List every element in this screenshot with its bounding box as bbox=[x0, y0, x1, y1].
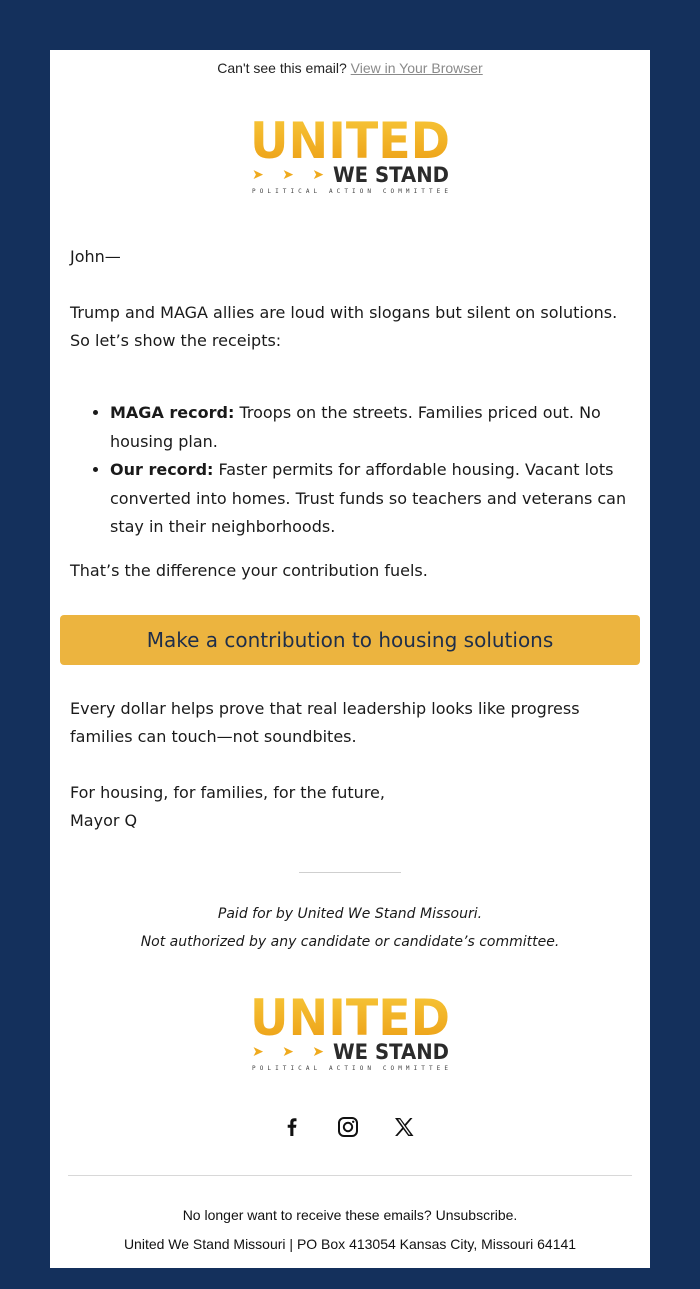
disclaimer-line-1: Paid for by United We Stand Missouri. bbox=[217, 906, 483, 922]
contribute-button[interactable]: Make a contribution to housing solutions bbox=[60, 615, 640, 665]
email-card bbox=[50, 50, 650, 1268]
united-we-stand-logo bbox=[249, 116, 451, 196]
mailing-address: United We Stand Missouri | PO Box 413054 Kansas City, Missouri 64141 bbox=[123, 1236, 577, 1252]
signature-name: Mayor Q bbox=[70, 811, 138, 830]
list-item bbox=[110, 399, 630, 456]
difference-paragraph: That’s the difference your contribution fuels. bbox=[70, 561, 428, 580]
logo-word-united: UNITED bbox=[250, 116, 450, 170]
x-icon[interactable] bbox=[389, 1112, 419, 1142]
logo-tagline: POLITICAL ACTION COMMITTEE bbox=[252, 188, 448, 195]
logo-word-united: UNITED bbox=[250, 993, 450, 1047]
signoff bbox=[70, 779, 630, 835]
greeting: John— bbox=[70, 247, 121, 266]
view-in-browser-link[interactable]: View in Your Browser bbox=[350, 60, 483, 76]
instagram-icon[interactable] bbox=[333, 1112, 363, 1142]
records-list bbox=[70, 399, 630, 542]
disclaimer-line-2: Not authorized by any candidate or candidate’s committee. bbox=[140, 934, 560, 950]
unsubscribe-link[interactable]: Unsubscribe. bbox=[435, 1207, 518, 1223]
preheader bbox=[50, 60, 650, 76]
every-dollar-paragraph: Every dollar helps prove that real leadership looks like progress families can touch—not soundbites. bbox=[70, 699, 580, 746]
divider bbox=[299, 872, 401, 873]
united-we-stand-logo-footer bbox=[249, 993, 451, 1073]
facebook-icon[interactable] bbox=[277, 1112, 307, 1142]
bullet-label: MAGA record: bbox=[110, 403, 235, 422]
logo-arrows: ➤ ➤ ➤ bbox=[252, 167, 324, 183]
preheader-text: Can't see this email? bbox=[217, 60, 351, 76]
intro-paragraph: Trump and MAGA allies are loud with slogans but silent on solutions. So let’s show the receipts: bbox=[70, 303, 618, 350]
list-item bbox=[110, 456, 630, 542]
social-links bbox=[50, 1112, 650, 1142]
logo-tagline: POLITICAL ACTION COMMITTEE bbox=[252, 1065, 448, 1072]
paid-for-disclaimer bbox=[50, 900, 650, 956]
unsubscribe-text: No longer want to receive these emails? bbox=[182, 1207, 436, 1223]
bullet-text: Faster permits for affordable housing. Vacant lots converted into homes. Trust funds so teachers and veterans can stay in their neighborhoods. bbox=[110, 460, 627, 536]
unsubscribe-line bbox=[50, 1207, 650, 1223]
signoff-line: For housing, for families, for the future, bbox=[70, 783, 385, 802]
logo-word-we-stand: WE STAND bbox=[333, 1040, 449, 1064]
bullet-label: Our record: bbox=[110, 460, 214, 479]
logo-arrows: ➤ ➤ ➤ bbox=[252, 1044, 324, 1060]
bullet-text: Troops on the streets. Families priced out. No housing plan. bbox=[110, 403, 601, 451]
logo-word-we-stand: WE STAND bbox=[333, 163, 449, 187]
footer-divider bbox=[68, 1175, 632, 1176]
